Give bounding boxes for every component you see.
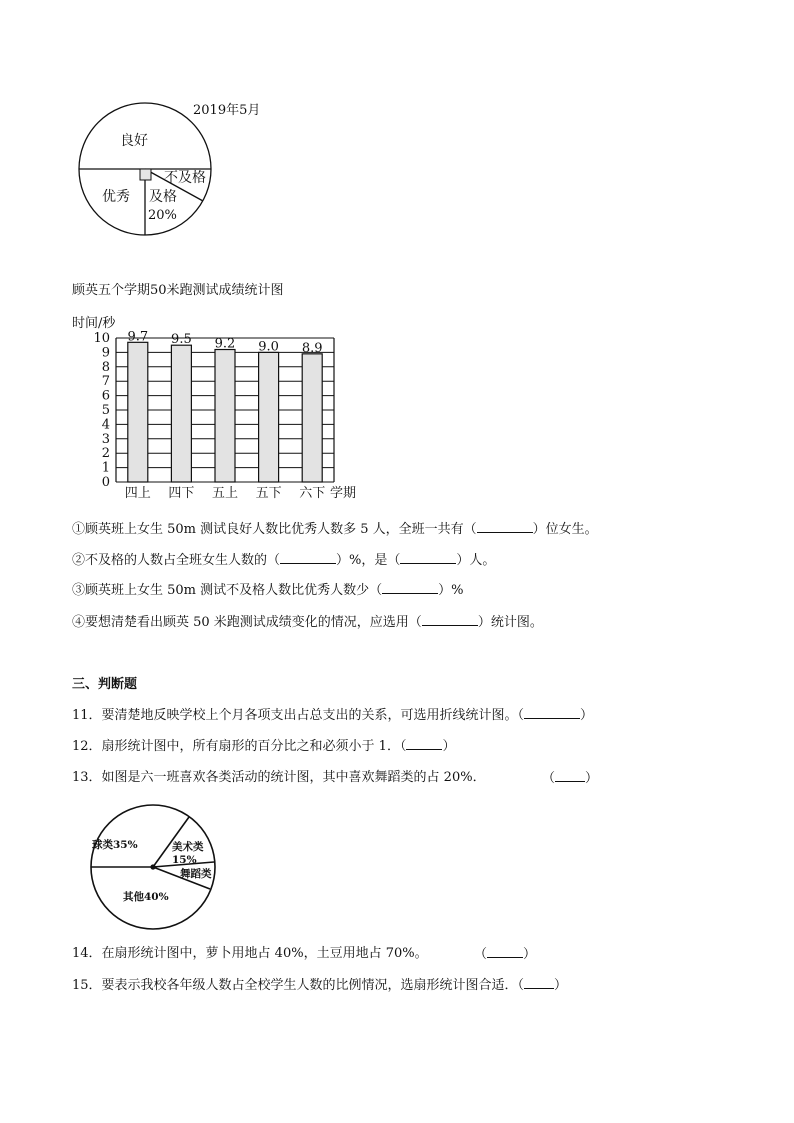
bar-y-tick-label: 10 <box>93 331 110 346</box>
bar-chart <box>72 312 372 507</box>
pie2-label-ball: 球类35% <box>92 839 138 851</box>
judge-11-text: 11．要清楚地反映学校上个月各项支出占总支出的关系，可选用折线统计图。（ <box>72 708 525 723</box>
question-1-tail: ）位女生。 <box>532 522 598 537</box>
bar-x-axis-label: 学期 <box>330 486 357 501</box>
bar-chart-title: 顾英五个学期50米跑测试成绩统计图 <box>72 283 284 298</box>
bar-value-label: 9.7 <box>127 329 149 345</box>
judge-15 <box>72 977 567 994</box>
bar-category-label: 五下 <box>255 486 282 501</box>
answer-blank[interactable] <box>406 738 442 750</box>
bar-value-label: 9.2 <box>214 336 236 352</box>
pie1-label-fail: 不及格 <box>164 170 206 186</box>
bar-category-label: 四下 <box>168 486 195 501</box>
answer-blank[interactable] <box>280 552 336 564</box>
bar-五下 <box>259 352 279 482</box>
judge-14-tail: ） <box>523 947 537 962</box>
pie2-center-dot <box>150 864 155 869</box>
judge-11-tail: ） <box>580 708 594 723</box>
bar-value-label: 9.5 <box>171 332 192 348</box>
judge-14-open: （ <box>474 947 488 962</box>
answer-blank[interactable] <box>487 946 523 958</box>
judge-11 <box>72 707 593 724</box>
pie2-label-art: 美术类 <box>172 841 204 853</box>
question-3-tail: ）% <box>438 583 464 598</box>
judge-12-text: 12．扇形统计图中，所有扇形的百分比之和必须小于 1．（ <box>72 739 407 754</box>
question-4-tail: ）统计图。 <box>477 615 543 630</box>
question-2 <box>72 552 495 569</box>
pie2-label-art-percent: 15% <box>172 854 197 866</box>
bar-y-tick-label: 5 <box>101 403 110 418</box>
judge-13-text: 13．如图是六一班喜欢各类活动的统计图，其中喜欢舞蹈类的占 20%． <box>72 770 486 785</box>
bar-五上 <box>215 350 235 482</box>
bar-六下 <box>302 354 322 482</box>
bar-y-tick-label: 2 <box>101 446 110 462</box>
question-2-mid: ）%，是（ <box>336 553 401 568</box>
answer-blank[interactable] <box>422 614 478 626</box>
judge-14-answer <box>474 946 536 963</box>
bar-y-tick-label: 6 <box>101 388 110 404</box>
pie1-right-angle-marker <box>140 169 151 180</box>
bar-y-tick-label: 9 <box>101 345 110 361</box>
question-2-tail: ）人。 <box>456 553 496 568</box>
question-4-text: ④要想清楚看出顾英 50 米跑测试成绩变化的情况，应选用（ <box>72 615 422 630</box>
bar-y-tick-label: 8 <box>101 359 110 375</box>
answer-blank[interactable] <box>524 707 580 719</box>
bar-category-label: 六下 <box>299 486 326 501</box>
bar-y-tick-label: 1 <box>101 460 110 476</box>
question-3-text: ③顾英班上女生 50m 测试不及格人数比优秀人数少（ <box>72 583 383 598</box>
answer-blank[interactable] <box>382 582 438 594</box>
pie1-label-pass: 及格 <box>149 189 177 205</box>
bar-y-tick-label: 3 <box>101 431 110 447</box>
bar-y-axis-label: 时间/秒 <box>72 316 116 331</box>
pie-chart-1 <box>70 98 261 248</box>
judge-14-text: 14．在扇形统计图中，萝卜用地占 40%，土豆用地占 70%。 <box>72 946 428 961</box>
bar-marks <box>125 329 325 501</box>
bar-y-tick-label: 4 <box>101 417 110 433</box>
question-1 <box>72 521 598 538</box>
pie1-title: 2019年5月 <box>193 103 261 118</box>
bar-y-tick-label: 7 <box>101 374 110 390</box>
judge-15-tail: ） <box>554 978 568 993</box>
section-title: 三、判断题 <box>72 677 138 692</box>
judge-13 <box>72 770 486 786</box>
answer-blank[interactable] <box>400 552 456 564</box>
answer-blank[interactable] <box>477 521 533 533</box>
question-4 <box>72 614 543 631</box>
bar-y-tick-label: 0 <box>101 475 110 490</box>
question-2-text: ②不及格的人数占全班女生人数的（ <box>72 553 281 568</box>
judge-12-tail: ） <box>442 739 456 754</box>
question-1-text: ①顾英班上女生 50m 测试良好人数比优秀人数多 5 人，全班一共有（ <box>72 522 477 537</box>
pie1-label-excellent: 优秀 <box>102 189 130 205</box>
question-3 <box>72 582 464 599</box>
answer-blank[interactable] <box>555 770 585 782</box>
judge-13-answer <box>542 770 598 787</box>
pie2-label-dance: 舞蹈类 <box>180 868 212 880</box>
bar-category-label: 四上 <box>124 486 151 501</box>
bar-value-label: 9.0 <box>258 339 279 355</box>
pie2-label-other: 其他40% <box>123 891 169 903</box>
bar-value-label: 8.9 <box>301 340 323 356</box>
pie1-label-pass-percent: 20% <box>148 208 177 223</box>
pie1-label-good: 良好 <box>120 133 148 149</box>
bar-四上 <box>128 342 148 482</box>
pie-chart-2 <box>86 804 226 936</box>
bar-category-label: 五上 <box>211 486 239 501</box>
answer-blank[interactable] <box>524 977 554 989</box>
judge-15-text: 15．要表示我校各年级人数占全校学生人数的比例情况，选扇形统计图合适．（ <box>72 978 525 993</box>
bar-四下 <box>171 345 191 482</box>
judge-13-tail: ） <box>585 771 599 786</box>
judge-13-open: （ <box>542 771 556 786</box>
judge-12 <box>72 738 455 755</box>
judge-14 <box>72 946 428 962</box>
